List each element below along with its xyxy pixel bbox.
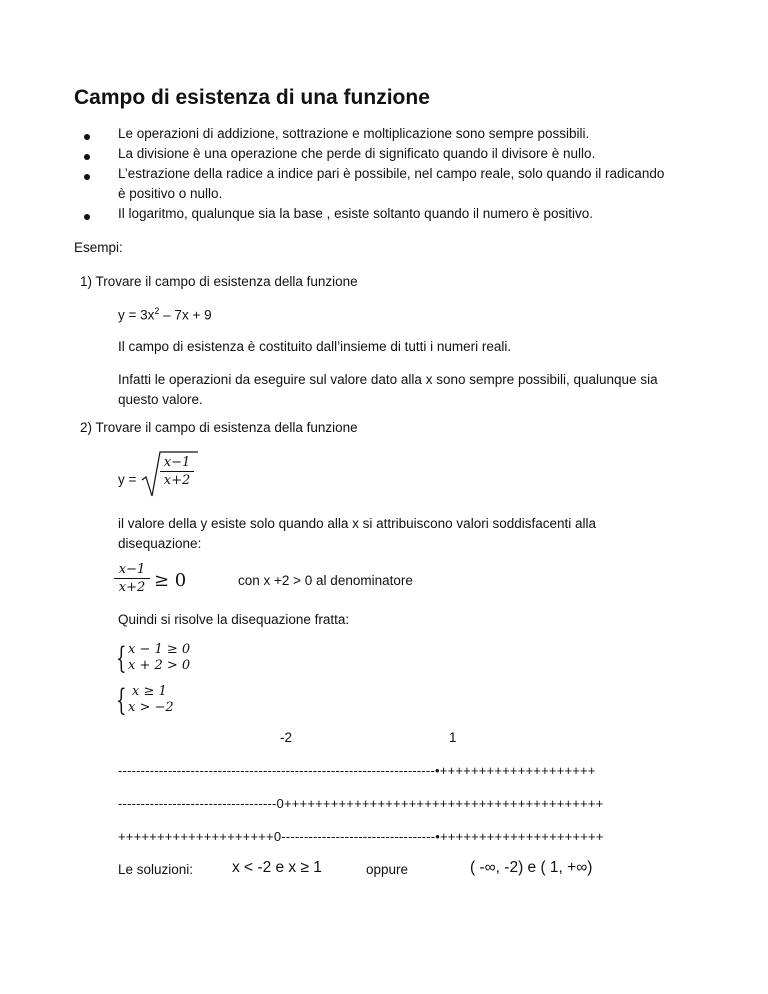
sqrt-denominator: x+2	[163, 473, 191, 488]
denominator-note: con x +2 > 0 al denominatore	[238, 573, 413, 588]
example1-explanation-line1: Infatti le operazioni da eseguire sul valore dato alla x sono sempre possibili, qualunque sia	[118, 372, 658, 387]
list-item: L’estrazione della radice a indice pari è possibile, nel campo reale, solo quando il radicando	[118, 166, 665, 181]
sign-row-denominator: -----------------------------------0+++++++++++++++++++++++++++++++++++++++++	[118, 796, 604, 811]
fraction-bar	[160, 471, 194, 472]
examples-label: Esempi:	[74, 240, 123, 255]
list-item: La divisione è una operazione che perde di significato quando il divisore è nullo.	[118, 146, 596, 161]
example1-explanation-line2: questo valore.	[118, 392, 203, 407]
sqrt-fraction	[160, 455, 194, 488]
solution-interval: ( -∞, -2) e ( 1, +∞)	[470, 859, 593, 876]
axis-label-1: 1	[449, 730, 457, 745]
bullet-icon	[84, 134, 90, 140]
example2-text2: Quindi si risolve la disequazione fratta:	[118, 612, 350, 627]
bullet-icon	[84, 174, 90, 180]
inequality-fraction	[114, 562, 150, 595]
fraction-bar	[114, 578, 150, 579]
solutions-label: Le soluzioni:	[118, 862, 194, 877]
system-brace: {	[116, 641, 127, 676]
system-brace: {	[116, 683, 127, 718]
system1-row1: x − 1 ≥ 0	[128, 642, 191, 657]
inequality-numerator: x−1	[118, 562, 146, 577]
equation-prefix: y = 3x	[118, 307, 155, 323]
inequality-relation: ≥ 0	[154, 570, 187, 591]
page-title: Campo di esistenza di una funzione	[74, 86, 430, 109]
sign-row-result: ++++++++++++++++++++0----------------------------------•+++++++++++++++++++++	[118, 829, 604, 844]
system2-row1: x ≥ 1	[132, 684, 167, 699]
system2-row2: x > −2	[128, 700, 174, 715]
y-equals: y =	[118, 472, 137, 487]
example1-heading: 1) Trovare il campo di esistenza della funzione	[80, 274, 358, 289]
example2-text-line2: disequazione:	[118, 536, 202, 551]
list-item: Le operazioni di addizione, sottrazione e moltiplicazione sono sempre possibili.	[118, 126, 590, 141]
example2-text-line1: il valore della y esiste solo quando alla x si attribuiscono valori soddisfacenti alla	[118, 516, 597, 531]
example1-text: Il campo di esistenza è costituito dall’insieme di tutti i numeri reali.	[118, 339, 512, 354]
list-item-continuation: è positivo o nullo.	[118, 186, 223, 201]
system1-row2: x + 2 > 0	[128, 658, 191, 673]
inequality-denominator: x+2	[118, 580, 146, 595]
bullet-icon	[84, 214, 90, 220]
equation-suffix: – 7x + 9	[159, 307, 212, 323]
example2-heading: 2) Trovare il campo di esistenza della funzione	[80, 420, 358, 435]
equation-exponent: 2	[154, 306, 160, 316]
solution-inequality: x < -2 e x ≥ 1	[232, 859, 322, 876]
list-item: Il logaritmo, qualunque sia la base , esiste soltanto quando il numero è positivo.	[118, 206, 594, 221]
sqrt-numerator: x−1	[163, 455, 191, 470]
oppure-text: oppure	[366, 862, 409, 877]
bullet-icon	[84, 154, 90, 160]
example1-equation	[118, 306, 212, 323]
axis-label-minus2: -2	[280, 730, 293, 745]
sign-row-numerator: ----------------------------------------------------------------------•++++++++++++++++++++	[118, 763, 596, 778]
